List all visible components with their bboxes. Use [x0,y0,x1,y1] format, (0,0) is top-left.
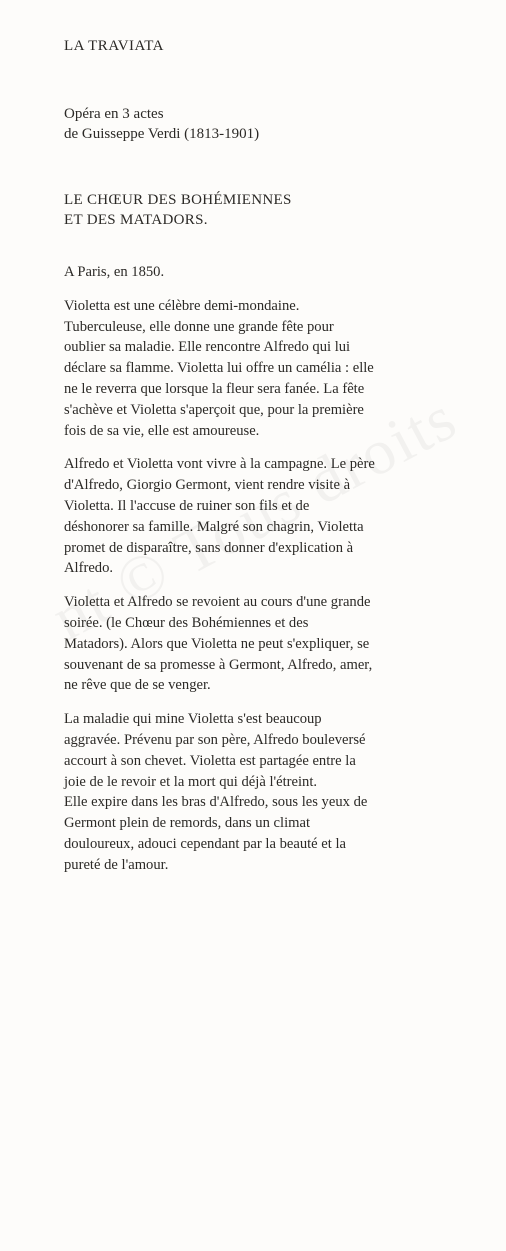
opera-subtitle [64,104,424,144]
synopsis [64,262,424,889]
chorus-heading-line2: ET DES MATADORS. [64,212,208,228]
synopsis-paragraph-party: Violetta et Alfredo se revoient au cours d'une grande soirée. (le Chœur des Bohémiennes et des Matadors). Alors que Violetta ne peut s'expliquer, se souvenant de sa promesse à Germont, Alfredo, amer, ne rêve que de se venger. [64,594,373,694]
chorus-heading [64,190,424,230]
chorus-heading-line1: LE CHŒUR DES BOHÉMIENNES [64,192,292,208]
page-title: LA TRAVIATA [64,38,165,54]
subtitle-line-composer: de Guisseppe Verdi (1813-1901) [64,126,260,142]
synopsis-paragraph-act1: Violetta est une célèbre demi-mondaine. Tuberculeuse, elle donne une grande fête pour oublier sa maladie. Elle rencontre Alfredo qui lui déclare sa flamme. Violetta lui offre un camélia : elle ne le reverra que lorsque la fleur sera fanée. La fête s'achève et Violetta s'aperçoit que, pour la première fois de sa vie, elle est amoureuse. [64,297,374,439]
synopsis-paragraph-act2: Alfredo et Violetta vont vivre à la campagne. Le père d'Alfredo, Giorgio Germont, vient rendre visite à Violetta. Il l'accuse de ruiner son fils et de déshonorer sa famille. Malgré son chagrin, Violetta promet de disparaître, sans donner d'explication à Alfredo. [64,456,375,577]
synopsis-intro: A Paris, en 1850. [64,264,165,280]
synopsis-paragraph-act3: La maladie qui mine Violetta s'est beaucoup aggravée. Prévenu par son père, Alfredo bouleversé accourt à son chevet. Violetta est partagée entre la joie de le revoir et la mort qui déjà l'étreint. Elle expire dans les bras d'Alfredo, sous les yeux de Germont plein de remords, dans un climat douloureux, adouci cependant par la beauté et la pureté de l'amour. [64,711,368,873]
subtitle-line-acts: Opéra en 3 actes [64,106,164,122]
